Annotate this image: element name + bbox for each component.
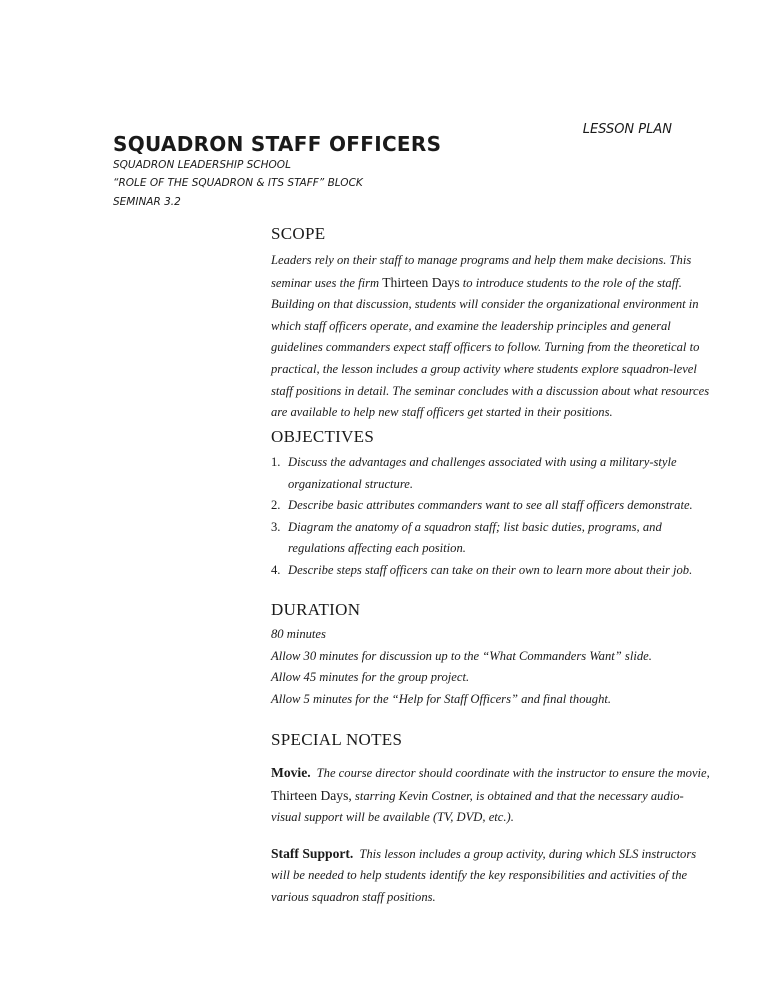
page-title: SQUADRON STAFF OFFICERS [113,132,442,156]
film-title: Thirteen Days, [271,787,352,803]
scope-heading: SCOPE [271,224,326,243]
objective-item [271,517,711,560]
objectives-heading: OBJECTIVES [271,427,375,446]
objective-item [271,452,711,495]
subtitle-seminar: SEMINAR 3.2 [113,195,181,208]
subtitle-school: SQUADRON LEADERSHIP SCHOOL [113,159,291,171]
scope-text-2: to introduce students to the role of the staff. Building on that discussion, students will consider the organizational environment in which staff officers operate, and examine the leadership principles and general guidelines commanders expect staff officers to follow. Turning from the theoretical to practical, the lesson includes a group activity where students explore squadron-level staff positions in detail. The seminar concludes with a discussion about what resources are available to help new staff officers get started in their positions. [271,275,710,420]
duration-line: Allow 5 minutes for the “Help for Staff Officers” and final thought. [271,691,612,706]
scope-text [271,250,711,424]
objective-text: Discuss the advantages and challenges associated with using a military-style organizational structure. [288,455,677,491]
duration-heading: DURATION [271,600,361,619]
subtitle-block-name: “ROLE OF THE SQUADRON & ITS STAFF” BLOCK [113,177,363,190]
special-notes-heading: SPECIAL NOTES [271,730,403,749]
special-notes-section [271,730,711,909]
document-type-label: LESSON PLAN [582,122,672,137]
objective-text: Diagram the anatomy of a squadron staff; list basic duties, programs, and regulations affecting each position. [288,519,662,556]
duration-section [271,600,711,710]
movie-note-text-1: The course director should coordinate with the instructor to ensure the movie, [316,766,710,780]
movie-note [271,762,711,829]
objectives-list [271,452,711,582]
subtitle-block [113,156,363,211]
staff-support-note [271,843,711,909]
staff-note-lead: Staff Support. [271,845,354,861]
film-title: Thirteen Days [382,274,460,290]
objectives-section [271,427,711,582]
objective-number: 4. [271,562,281,577]
objective-number: 1. [271,455,281,469]
objective-item [271,495,711,517]
movie-note-lead: Movie. [271,765,311,780]
objective-item [271,560,711,582]
objective-text: Describe basic attributes commanders want to see all staff officers demonstrate. [288,498,693,513]
duration-line: Allow 30 minutes for discussion up to the “What Commanders Want” slide. [271,648,652,663]
scope-section [271,224,711,424]
staff-note-text: This lesson includes a group activity, during which SLS instructors will be needed to help students identify the key responsibilities and activities of the various squadron staff positions. [271,846,697,904]
scope-text-1: Leaders rely on their staff to manage programs and help them make decisions. This seminar uses the firm [271,253,692,290]
duration-line: 80 minutes [271,627,326,641]
objective-number: 3. [271,519,281,534]
movie-note-text-2: starring Kevin Costner, is obtained and that the necessary audio-visual support will be available (TV, DVD, etc.). [271,788,684,825]
duration-line: Allow 45 minutes for the group project. [271,670,470,685]
objective-text: Describe steps staff officers can take on their own to learn more about their job. [288,562,693,577]
objective-number: 2. [271,498,281,513]
